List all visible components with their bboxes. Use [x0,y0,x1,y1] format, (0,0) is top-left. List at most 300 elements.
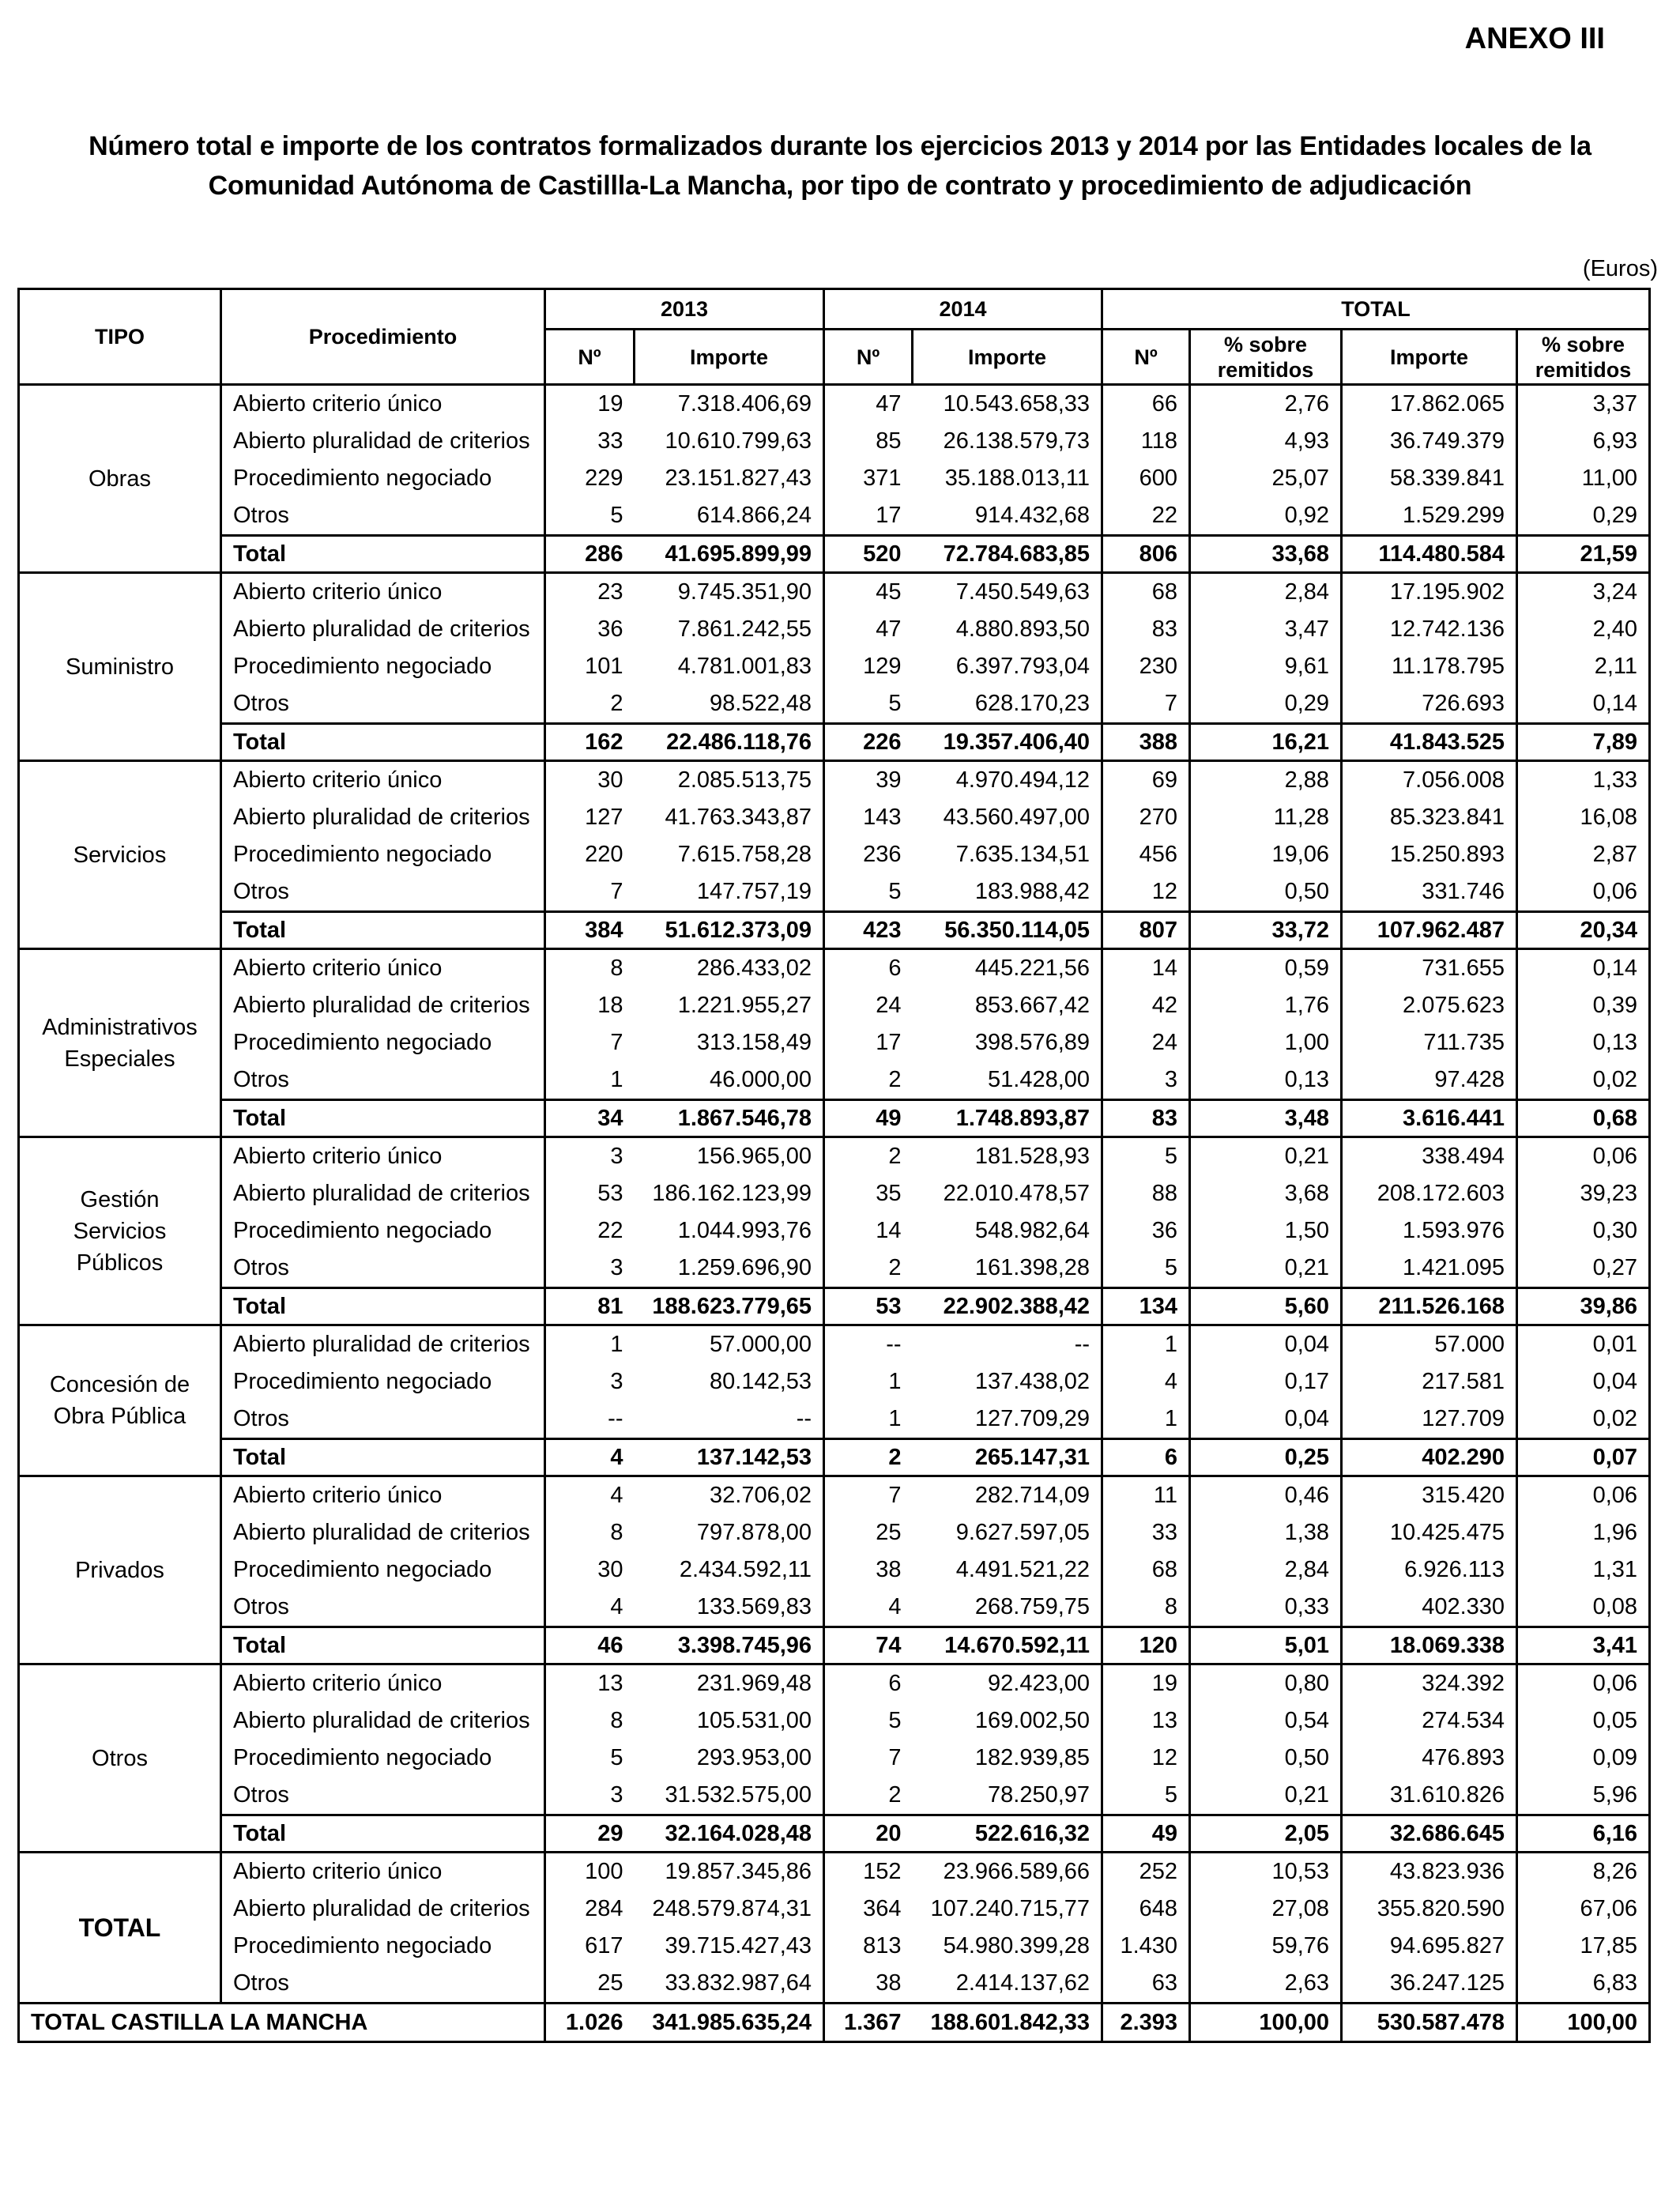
cell-importe-total: 476.893 [1342,1740,1517,1777]
cell-pct-n: 3,47 [1190,611,1342,648]
cell-n-2014: 1 [824,1363,913,1400]
cell-importe-total: 3.616.441 [1342,1100,1517,1137]
cell-importe-2014: 628.170,23 [974,691,1090,716]
cell-n-total: 83 [1102,1100,1190,1137]
cell-n-2014: 39 [824,761,913,800]
table-row [19,987,1650,1024]
table-row [19,1061,1650,1100]
cell-importe-2014: 183.988,42 [974,879,1090,904]
cell-importe-total: 731.655 [1342,949,1517,988]
cell-n-2013: 220 [545,836,635,873]
table-row [19,1024,1650,1061]
cell-importe-total: 1.529.299 [1342,497,1517,536]
cell-procedimiento: Otros [221,1777,545,1815]
cell-pct-n: 0,29 [1190,685,1342,724]
cell-pct-importe: 11,00 [1517,460,1650,497]
cell-importe-total: 15.250.893 [1342,836,1517,873]
cell-importe-2013: 39.715.427,43 [665,1933,812,1958]
cell-importe-2013: 2.085.513,75 [677,767,812,793]
cell-importe-2013: 46.000,00 [710,1067,812,1092]
cell-importe-total: 324.392 [1342,1664,1517,1703]
cell-pct-importe: 17,85 [1517,1928,1650,1965]
cell-pct-n: 33,68 [1190,536,1342,573]
cell-importe-2014: 7.635.134,51 [955,842,1090,867]
cell-importe-2014: 22.902.388,42 [913,1288,1102,1325]
cell-importe-total: 17.862.065 [1342,385,1517,424]
cell-n-2014: 25 [824,1514,913,1551]
cell-n-2013: 13 [545,1664,635,1703]
cell-importe-2013: 147.757,19 [696,879,812,904]
cell-n-total: 134 [1102,1288,1190,1325]
total-row [19,536,1650,573]
cell-n-total: 14 [1102,949,1190,988]
total-row [19,724,1650,761]
cell-n-2013: 284 [545,1891,635,1928]
table-body [19,385,1650,2042]
cell-n-total: 6 [1102,1439,1190,1476]
cell-n-2014: 47 [824,611,913,648]
table-row [19,1476,1650,1515]
cell-procedimiento: Otros [221,1400,545,1439]
cell-tipo: Administrativos Especiales [19,949,221,1137]
cell-importe-total: 726.693 [1342,685,1517,724]
cell-n-total: 36 [1102,1212,1190,1250]
cell-n-total: 8 [1102,1589,1190,1627]
cell-importe-2013: 614.866,24 [696,503,812,528]
cell-importe-total: 12.742.136 [1342,611,1517,648]
cell-n-total: 66 [1102,385,1190,424]
cell-n-2013: 18 [545,987,635,1024]
cell-pct-importe: 0,08 [1517,1589,1650,1627]
cell-importe-2014: 181.528,93 [974,1144,1090,1169]
header-pct-n [1190,330,1342,385]
cell-procedimiento: Total [221,1288,545,1325]
total-row [19,912,1650,949]
cell-importe-2013: 51.612.373,09 [635,912,824,949]
cell-n-2013: 101 [545,648,635,685]
cell-importe-total: 127.709 [1342,1400,1517,1439]
cell-procedimiento: Total [221,912,545,949]
cell-importe-2014: 72.784.683,85 [913,536,1102,573]
cell-pct-importe: 21,59 [1517,536,1650,573]
cell-importe-2014: 35.188.013,11 [944,466,1090,491]
cell-pct-importe: 16,08 [1517,799,1650,836]
cell-pct-n: 100,00 [1190,2004,1342,2042]
cell-n-2013: 19 [545,385,635,424]
cell-importe-2013: 1.044.993,76 [677,1218,812,1243]
cell-importe-2014: 26.138.579,73 [943,428,1090,454]
table-row [19,385,1650,424]
cell-n-total: 63 [1102,1965,1190,2004]
cell-pct-importe: 2,40 [1517,611,1650,648]
cell-n-2013: 8 [545,1702,635,1740]
cell-n-2014: 17 [824,497,913,536]
cell-procedimiento: Abierto criterio único [221,1853,545,1891]
cell-n-2014: 53 [824,1288,913,1325]
table-row [19,1175,1650,1212]
cell-importe-2013: 293.953,00 [696,1745,812,1770]
cell-pct-importe: 0,39 [1517,987,1650,1024]
table-row [19,873,1650,912]
title-line-1: Número total e importe de los contratos formalizados durante los ejercicios 2013 y 2014 por las Entidades locales de la [89,131,1591,161]
cell-n-total: 5 [1102,1137,1190,1176]
table-row [19,611,1650,648]
cell-procedimiento: Abierto criterio único [221,1664,545,1703]
cell-importe-2013: 31.532.575,00 [665,1782,812,1808]
cell-n-2014: 74 [824,1627,913,1664]
cell-importe-2013: 231.969,48 [696,1671,812,1696]
cell-pct-importe: 0,30 [1517,1212,1650,1250]
cell-n-total: 12 [1102,1740,1190,1777]
cell-pct-n: 5,60 [1190,1288,1342,1325]
cell-n-total: 807 [1102,912,1190,949]
cell-importe-2013: 41.763.343,87 [665,805,812,830]
cell-n-2013: 1.026 [545,2004,635,2042]
cell-n-total: 1 [1102,1400,1190,1439]
header-year-2014: 2014 [824,289,1102,330]
cell-importe-2014: 7.450.549,63 [955,579,1090,605]
cell-importe-total: 43.823.936 [1342,1853,1517,1891]
cell-importe-total: 85.323.841 [1342,799,1517,836]
cell-procedimiento: Abierto pluralidad de criterios [221,1891,545,1928]
cell-importe-total: 1.421.095 [1342,1250,1517,1288]
header-importe-2014: Importe [913,330,1102,385]
cell-n-total: 42 [1102,987,1190,1024]
cell-n-2014: 143 [824,799,913,836]
cell-importe-total: 97.428 [1342,1061,1517,1100]
cell-importe-2013: 188.623.779,65 [635,1288,824,1325]
cell-importe-2014: 54.980.399,28 [943,1933,1090,1958]
cell-importe-2013: 341.985.635,24 [635,2004,824,2042]
total-row [19,1288,1650,1325]
cell-n-2013: 1 [545,1325,635,1364]
cell-importe-total: 32.686.645 [1342,1815,1517,1853]
cell-importe-total: 6.926.113 [1342,1551,1517,1589]
cell-importe-total: 331.746 [1342,873,1517,912]
cell-importe-2013: 32.706,02 [710,1483,812,1508]
cell-tipo: TOTAL [19,1853,221,2004]
cell-importe-total: 338.494 [1342,1137,1517,1176]
cell-importe-2013: -- [796,1406,812,1431]
cell-n-2014: 7 [824,1476,913,1515]
cell-pct-n: 0,04 [1190,1400,1342,1439]
cell-pct-importe: 1,33 [1517,761,1650,800]
cell-pct-n: 0,21 [1190,1250,1342,1288]
cell-n-2013: 5 [545,1740,635,1777]
cell-n-total: 270 [1102,799,1190,836]
cell-pct-n: 0,25 [1190,1439,1342,1476]
table-row [19,1551,1650,1589]
cell-pct-n: 2,84 [1190,573,1342,612]
cell-n-2013: 81 [545,1288,635,1325]
cell-importe-2013: 186.162.123,99 [652,1181,812,1206]
cell-n-total: 69 [1102,761,1190,800]
cell-procedimiento: Total [221,536,545,573]
cell-importe-2014: 56.350.114,05 [913,912,1102,949]
cell-n-2013: 162 [545,724,635,761]
cell-n-total: 388 [1102,724,1190,761]
cell-importe-total: 31.610.826 [1342,1777,1517,1815]
cell-importe-2013: 2.434.592,11 [679,1557,812,1582]
cell-pct-importe: 6,83 [1517,1965,1650,2004]
cell-n-total: 600 [1102,460,1190,497]
cell-tipo: Servicios [19,761,221,949]
cell-n-2014: 38 [824,1551,913,1589]
header-year-2013: 2013 [545,289,824,330]
cell-n-2013: 30 [545,1551,635,1589]
cell-pct-n: 1,50 [1190,1212,1342,1250]
cell-pct-importe: 3,24 [1517,573,1650,612]
cell-pct-importe: 2,11 [1517,648,1650,685]
cell-procedimiento: Procedimiento negociado [221,648,545,685]
cell-importe-2013: 80.142,53 [710,1369,812,1394]
table-row [19,836,1650,873]
cell-n-2013: 53 [545,1175,635,1212]
cell-procedimiento: Procedimiento negociado [221,1024,545,1061]
cell-pct-n: 10,53 [1190,1853,1342,1891]
cell-pct-importe: 0,27 [1517,1250,1650,1288]
cell-importe-2014: 19.357.406,40 [913,724,1102,761]
cell-tipo: Gestión Servicios Públicos [19,1137,221,1325]
cell-importe-2014: 548.982,64 [974,1218,1090,1243]
cell-pct-importe: 2,87 [1517,836,1650,873]
table-row [19,460,1650,497]
cell-pct-importe: 3,37 [1517,385,1650,424]
cell-procedimiento: Procedimiento negociado [221,460,545,497]
cell-n-total: 120 [1102,1627,1190,1664]
cell-n-total: 5 [1102,1777,1190,1815]
cell-n-2013: 4 [545,1589,635,1627]
cell-pct-importe: 0,05 [1517,1702,1650,1740]
cell-importe-total: 530.587.478 [1342,2004,1517,2042]
cell-pct-n: 0,17 [1190,1363,1342,1400]
cell-n-total: 22 [1102,497,1190,536]
cell-n-2013: 286 [545,536,635,573]
cell-pct-n: 0,59 [1190,949,1342,988]
cell-importe-2014: 2.414.137,62 [955,1970,1090,1996]
table-row [19,1325,1650,1364]
cell-procedimiento: Otros [221,873,545,912]
cell-importe-2014: 22.010.478,57 [943,1181,1090,1206]
cell-n-2014: 85 [824,423,913,460]
cell-n-2014: 45 [824,573,913,612]
cell-n-total: 456 [1102,836,1190,873]
cell-importe-2013: 10.610.799,63 [665,428,812,454]
cell-pct-importe: 8,26 [1517,1853,1650,1891]
table-row [19,1740,1650,1777]
cell-importe-2013: 156.965,00 [696,1144,812,1169]
cell-pct-importe: 67,06 [1517,1891,1650,1928]
cell-n-2014: 2 [824,1439,913,1476]
cell-n-2013: 8 [545,1514,635,1551]
cell-n-total: 24 [1102,1024,1190,1061]
cell-pct-importe: 6,93 [1517,423,1650,460]
cell-n-2014: 14 [824,1212,913,1250]
cell-importe-2013: 23.151.827,43 [665,466,812,491]
cell-pct-n: 3,68 [1190,1175,1342,1212]
table-row [19,685,1650,724]
cell-procedimiento: Procedimiento negociado [221,1212,545,1250]
cell-n-2014: 520 [824,536,913,573]
cell-n-2014: 35 [824,1175,913,1212]
cell-procedimiento: Abierto pluralidad de criterios [221,987,545,1024]
cell-pct-importe: 0,29 [1517,497,1650,536]
cell-pct-n: 0,54 [1190,1702,1342,1740]
cell-importe-2013: 1.221.955,27 [677,993,812,1018]
cell-importe-2014: 182.939,85 [974,1745,1090,1770]
cell-n-2014: 813 [824,1928,913,1965]
cell-pct-n: 9,61 [1190,648,1342,685]
cell-n-2014: 423 [824,912,913,949]
cell-importe-2013: 248.579.874,31 [652,1896,812,1921]
cell-pct-n: 5,01 [1190,1627,1342,1664]
cell-importe-2013: 797.878,00 [696,1520,812,1545]
cell-n-2013: 7 [545,1024,635,1061]
cell-n-2014: 2 [824,1137,913,1176]
cell-pct-n: 1,00 [1190,1024,1342,1061]
cell-importe-2013: 313.158,49 [696,1030,812,1055]
cell-n-2014: 236 [824,836,913,873]
cell-pct-n: 0,21 [1190,1777,1342,1815]
header-procedimiento: Procedimiento [221,289,545,385]
cell-pct-importe: 1,96 [1517,1514,1650,1551]
cell-importe-total: 57.000 [1342,1325,1517,1364]
cell-procedimiento: Total [221,1815,545,1853]
cell-tipo: Suministro [19,573,221,761]
total-row [19,1627,1650,1664]
title-line-2: Comunidad Autónoma de Castillla-La Mancha, por tipo de contrato y procedimiento de adjudicación [208,171,1472,201]
cell-n-2013: 30 [545,761,635,800]
cell-importe-total: 7.056.008 [1342,761,1517,800]
cell-pct-importe: 0,02 [1517,1400,1650,1439]
cell-importe-total: 217.581 [1342,1363,1517,1400]
table-row [19,1853,1650,1891]
cell-importe-2014: 169.002,50 [974,1708,1090,1733]
cell-pct-importe: 0,68 [1517,1100,1650,1137]
cell-pct-importe: 0,06 [1517,873,1650,912]
cell-n-2013: 384 [545,912,635,949]
cell-importe-2014: 78.250,97 [988,1782,1090,1808]
cell-n-2013: 34 [545,1100,635,1137]
cell-n-2013: 617 [545,1928,635,1965]
header-n-2013: Nº [545,330,635,385]
table-row [19,1664,1650,1703]
cell-pct-importe: 0,01 [1517,1325,1650,1364]
header-pct-importe-line2: remitidos [1535,357,1632,382]
cell-pct-importe: 0,06 [1517,1476,1650,1515]
table-row [19,1589,1650,1627]
cell-pct-n: 0,50 [1190,873,1342,912]
cell-procedimiento: Otros [221,1589,545,1627]
cell-pct-importe: 5,96 [1517,1777,1650,1815]
total-row [19,1815,1650,1853]
cell-pct-n: 19,06 [1190,836,1342,873]
cell-importe-2014: 43.560.497,00 [943,805,1090,830]
cell-importe-2013: 1.259.696,90 [677,1255,812,1280]
cell-n-total: 2.393 [1102,2004,1190,2042]
header-pct-importe-line1: % sobre [1542,332,1625,356]
cell-importe-2014: 161.398,28 [974,1255,1090,1280]
cell-pct-importe: 39,86 [1517,1288,1650,1325]
cell-importe-total: 711.735 [1342,1024,1517,1061]
cell-n-2014: 17 [824,1024,913,1061]
cell-importe-2013: 1.867.546,78 [635,1100,824,1137]
cell-importe-total: 18.069.338 [1342,1627,1517,1664]
cell-n-2013: 33 [545,423,635,460]
header-pct-importe [1517,330,1650,385]
cell-n-2014: 152 [824,1853,913,1891]
cell-n-2013: 25 [545,1965,635,2004]
cell-pct-n: 0,33 [1190,1589,1342,1627]
cell-importe-total: 211.526.168 [1342,1288,1517,1325]
cell-n-total: 1.430 [1102,1928,1190,1965]
cell-pct-n: 27,08 [1190,1891,1342,1928]
cell-importe-total: 107.962.487 [1342,912,1517,949]
cell-importe-2013: 41.695.899,99 [635,536,824,573]
cell-importe-total: 94.695.827 [1342,1928,1517,1965]
cell-pct-importe: 6,16 [1517,1815,1650,1853]
table-row [19,799,1650,836]
cell-n-2013: 3 [545,1137,635,1176]
cell-importe-total: 10.425.475 [1342,1514,1517,1551]
cell-n-total: 68 [1102,1551,1190,1589]
cell-procedimiento: Abierto pluralidad de criterios [221,1175,545,1212]
cell-pct-importe: 0,06 [1517,1664,1650,1703]
total-row [19,1100,1650,1137]
cell-pct-importe: 0,07 [1517,1439,1650,1476]
cell-n-2014: 4 [824,1589,913,1627]
cell-grand-total-label: TOTAL CASTILLA LA MANCHA [19,2004,545,2042]
page-title [40,126,1640,205]
cell-n-total: 4 [1102,1363,1190,1400]
cell-importe-2014: 6.397.793,04 [955,654,1090,679]
cell-pct-n: 25,07 [1190,460,1342,497]
cell-importe-2014: 282.714,09 [974,1483,1090,1508]
cell-importe-2013: 98.522,48 [710,691,812,716]
cell-n-2014: 226 [824,724,913,761]
cell-procedimiento: Abierto pluralidad de criterios [221,423,545,460]
cell-n-2014: 49 [824,1100,913,1137]
cell-n-2013: 7 [545,873,635,912]
table-row [19,1137,1650,1176]
header-tipo: TIPO [19,289,221,385]
cell-n-total: 83 [1102,611,1190,648]
cell-pct-importe: 1,31 [1517,1551,1650,1589]
cell-pct-n: 0,92 [1190,497,1342,536]
table-row [19,949,1650,988]
cell-importe-2014: 853.667,42 [974,993,1090,1018]
cell-n-2014: 6 [824,949,913,988]
cell-n-total: 49 [1102,1815,1190,1853]
cell-pct-n: 0,13 [1190,1061,1342,1100]
cell-pct-n: 1,38 [1190,1514,1342,1551]
cell-pct-n: 59,76 [1190,1928,1342,1965]
cell-importe-2014: -- [1074,1332,1090,1357]
cell-procedimiento: Procedimiento negociado [221,1740,545,1777]
cell-n-total: 3 [1102,1061,1190,1100]
cell-importe-total: 208.172.603 [1342,1175,1517,1212]
cell-importe-2013: 105.531,00 [696,1708,812,1733]
cell-tipo: Concesión de Obra Pública [19,1325,221,1476]
cell-n-2013: 3 [545,1777,635,1815]
cell-importe-total: 274.534 [1342,1702,1517,1740]
cell-n-2013: 4 [545,1439,635,1476]
cell-importe-2014: 398.576,89 [974,1030,1090,1055]
header-n-2014: Nº [824,330,913,385]
cell-importe-total: 114.480.584 [1342,536,1517,573]
cell-procedimiento: Procedimiento negociado [221,836,545,873]
cell-importe-2013: 32.164.028,48 [635,1815,824,1853]
